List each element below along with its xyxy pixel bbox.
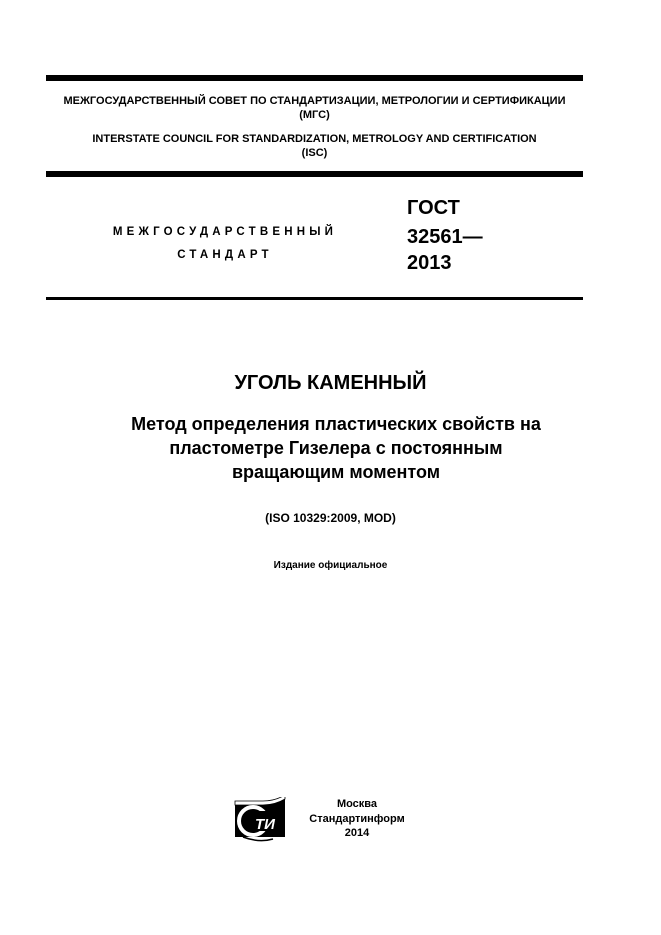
publisher-name: Стандартинформ: [309, 812, 405, 825]
council-name-ru: [46, 94, 583, 122]
standard-kind-line2: СТАНДАРТ: [177, 249, 273, 261]
gost-label: ГОСТ: [407, 197, 460, 219]
publisher-city: Москва: [336, 798, 378, 810]
middle-divider: [46, 171, 583, 177]
standard-kind-line1: МЕЖГОСУДАРСТВЕННЫЙ: [112, 226, 338, 238]
top-divider: [46, 75, 583, 81]
bottom-divider: [46, 297, 583, 300]
subtitle-line: Метод определения пластических свойств на: [131, 414, 541, 434]
council-name-en-text: INTERSTATE COUNCIL FOR STANDARDIZATION, METROLOGY AND CERTIFICATION: [92, 133, 537, 145]
svg-text:ТИ: ТИ: [255, 816, 275, 833]
publisher-block: [302, 797, 412, 841]
document-subtitle: [66, 412, 606, 484]
subtitle-line: пластометре Гизелера с постоянным: [169, 438, 503, 458]
publication-year: 2014: [344, 827, 370, 839]
document-title: УГОЛЬ КАМЕННЫЙ: [234, 372, 427, 394]
gost-year: 2013: [407, 252, 452, 274]
gost-number: 32561—: [407, 226, 483, 248]
standartinform-logo-icon: [233, 797, 287, 843]
iso-reference: (ISO 10329:2009, MOD): [265, 511, 396, 525]
subtitle-line: вращающим моментом: [231, 462, 441, 482]
council-name-ru-text: МЕЖГОСУДАРСТВЕННЫЙ СОВЕТ ПО СТАНДАРТИЗАЦИИ, МЕТРОЛОГИИ И СЕРТИФИКАЦИИ: [63, 95, 566, 107]
council-name-en: [46, 132, 583, 160]
edition-note: Издание официальное: [273, 560, 388, 571]
council-abbr-en: (ISC): [301, 147, 328, 159]
council-abbr-ru: (МГС): [299, 109, 330, 121]
